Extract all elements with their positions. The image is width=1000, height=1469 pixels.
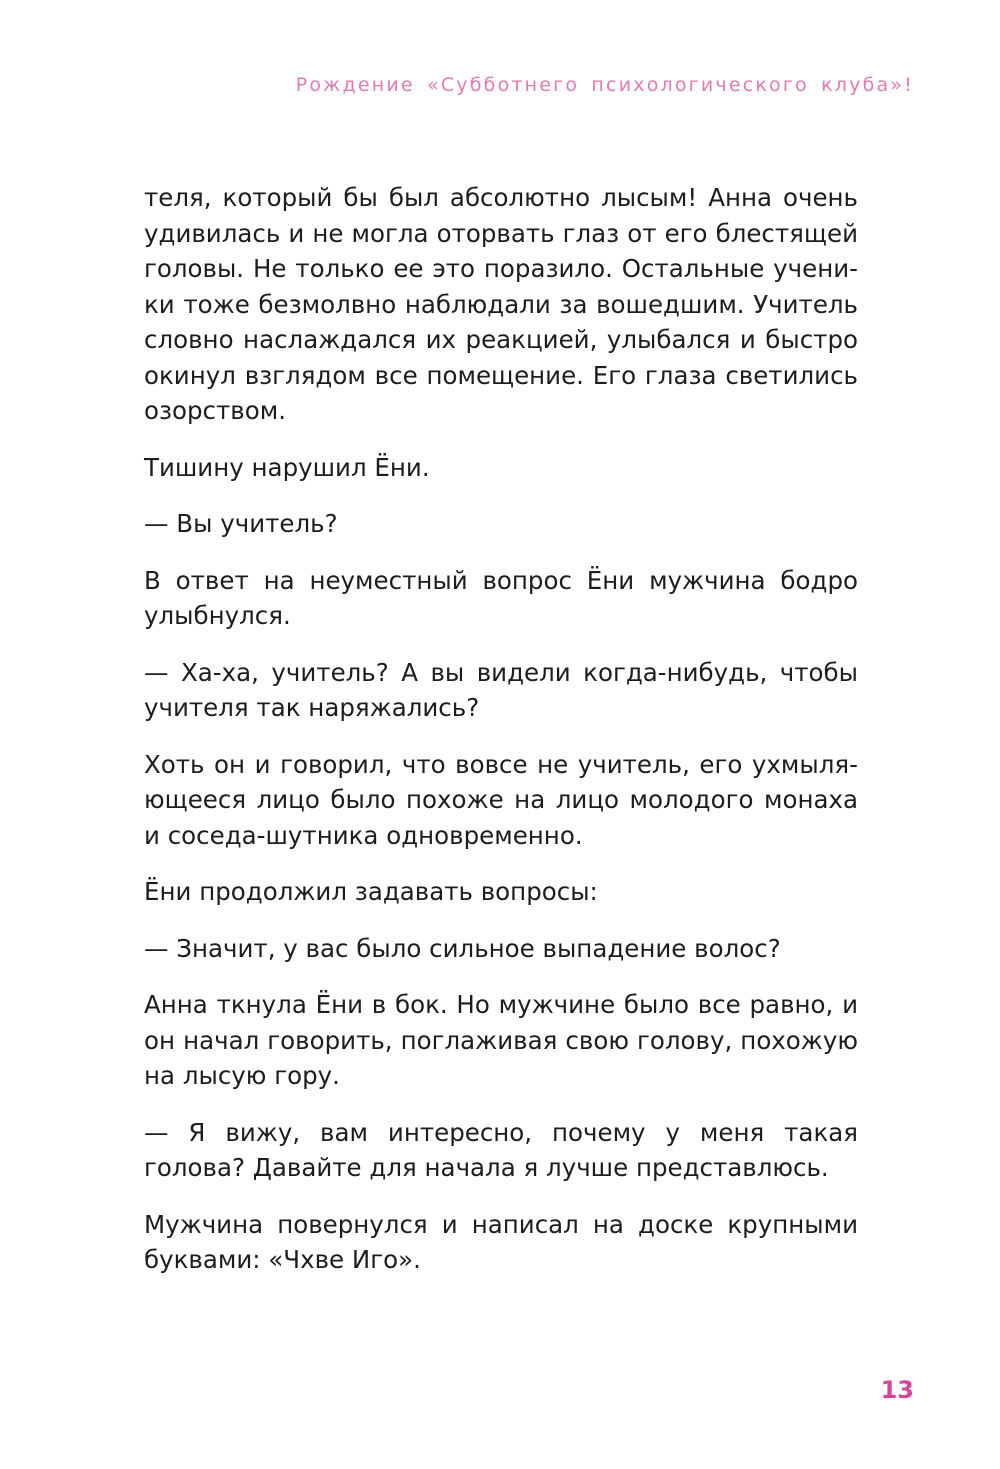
paragraph-1: теля, который бы был абсолютно лысым! Анна очень удивилась и не могла оторвать глаз от его блестящей головы. Не только ее это поразило. Остальные ученики тоже безмолвно наблюдали за вошедшим. Учитель словно наслаждался их реакцией, улыбался и быстро окинул взглядом все помещение. Его глаза светились озорством. xyxy=(144,183,858,425)
paragraph-3: — Вы учитель? xyxy=(144,509,338,538)
paragraph-5: — Ха-ха, учитель? А вы видели когда-нибудь, чтобы учителя так наряжались? xyxy=(144,657,858,722)
page-number: 13 xyxy=(880,1376,914,1404)
paragraph-10: — Я вижу, вам интересно, почему у меня такая голова? Давайте для начала я лучше представлюсь. xyxy=(144,1117,858,1182)
paragraph-2: Тишину нарушил Ёни. xyxy=(144,452,430,482)
paragraph-8: — Значит, у вас было сильное выпадение волос? xyxy=(144,933,781,963)
paragraph-7: Ёни продолжил задавать вопросы: xyxy=(144,877,598,906)
running-title: Рождение «Субботнего психологического клуба»! xyxy=(295,74,914,96)
paragraph-6: Хоть он и говорил, что вовсе не учитель, его ухмыляющееся лицо было похоже на лицо молодого монаха и соседа-шутника одновременно. xyxy=(144,749,858,850)
paragraph-11: Мужчина повернулся и написал на доске крупными буквами: «Чхве Иго». xyxy=(144,1209,858,1274)
body-text xyxy=(144,180,858,1299)
paragraph-9: Анна ткнула Ёни в бок. Но мужчине было все равно, и он начал говорить, поглаживая свою голову, похожую на лысую гору. xyxy=(144,990,858,1090)
paragraph-4: В ответ на неуместный вопрос Ёни мужчина бодро улыбнулся. xyxy=(144,565,858,630)
